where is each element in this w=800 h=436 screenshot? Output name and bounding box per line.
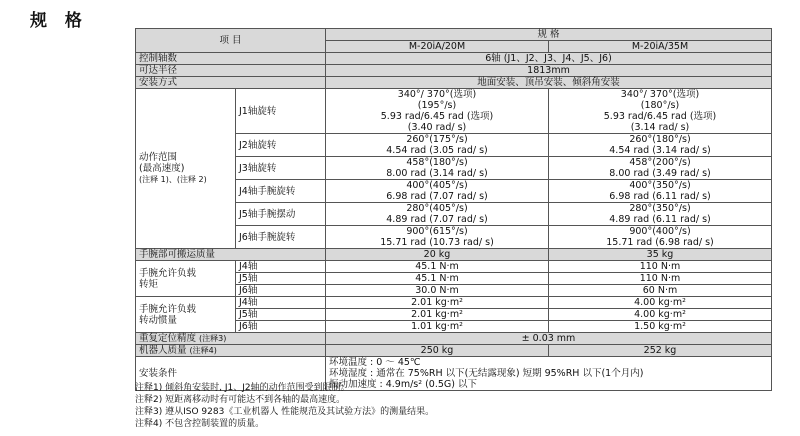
j2-value-b: 260°(180°/s) 4.54 rad (3.14 rad/ s) (549, 134, 772, 157)
table-row (136, 65, 772, 77)
header-item: 项 目 (136, 29, 326, 53)
torque-axis: J6轴 (236, 285, 326, 297)
torque-axis: J4轴 (236, 261, 326, 273)
j4-value-b: 400°(350°/s) 6.98 rad (6.11 rad/ s) (549, 180, 772, 203)
torque-value-b: 60 N·m (549, 285, 772, 297)
torque-value-a: 45.1 N·m (326, 273, 549, 285)
j2-value-a: 260°(175°/s) 4.54 rad (3.05 rad/ s) (326, 134, 549, 157)
torque-value-a: 30.0 N·m (326, 285, 549, 297)
table-row (136, 77, 772, 89)
inertia-value-b: 4.00 kg·m² (549, 309, 772, 321)
j1-label: J1轴旋转 (236, 89, 326, 134)
table-header-row (136, 29, 772, 41)
mount-label: 安装方式 (136, 77, 326, 89)
table-row (136, 53, 772, 65)
axes-label: 控制轴数 (136, 53, 326, 65)
j6-label: J6轴手腕旋转 (236, 226, 326, 249)
mass-value-b: 252 kg (549, 345, 772, 357)
mass-label: 机器人质量 (注释4) (136, 345, 326, 357)
environment-value: 环境温度 : 0 ～ 45℃ 环境湿度 : 通常在 75%RH 以下(无结露现象) 短期 95%RH 以下(1个月内) 振动加速度 : 4.9m/s² (0.5G) 以下 (326, 357, 772, 391)
inertia-label: 手腕允许负载 转动惯量 (136, 297, 236, 333)
inertia-value-b: 1.50 kg·m² (549, 321, 772, 333)
j5-value-b: 280°(350°/s) 4.89 rad (6.11 rad/ s) (549, 203, 772, 226)
payload-value-a: 20 kg (326, 249, 549, 261)
j6-value-a: 900°(615°/s) 15.71 rad (10.73 rad/ s) (326, 226, 549, 249)
header-spec: 规 格 (326, 29, 772, 41)
footnote: 注释2) 短距离移动时有可能达不到各轴的最高速度。 (135, 395, 346, 405)
inertia-value-b: 4.00 kg·m² (549, 297, 772, 309)
j5-label: J5轴手腕摆动 (236, 203, 326, 226)
payload-label: 手腕部可搬运质量 (136, 249, 326, 261)
table-row (136, 297, 772, 309)
footnotes (135, 382, 434, 430)
spec-table (135, 28, 772, 391)
inertia-value-a: 2.01 kg·m² (326, 297, 549, 309)
inertia-axis: J4轴 (236, 297, 326, 309)
j2-label: J2轴旋转 (236, 134, 326, 157)
page-title: 规 格 (30, 11, 88, 31)
reach-label: 可达半径 (136, 65, 326, 77)
torque-value-b: 110 N·m (549, 273, 772, 285)
table-row (136, 89, 772, 134)
torque-value-a: 45.1 N·m (326, 261, 549, 273)
mass-value-a: 250 kg (326, 345, 549, 357)
j6-value-b: 900°(400°/s) 15.71 rad (6.98 rad/ s) (549, 226, 772, 249)
j1-value-a: 340°/ 370°(选项) (195°/s) 5.93 rad/6.45 rad (选项) (3.40 rad/ s) (326, 89, 549, 134)
j1-value-b: 340°/ 370°(选项) (180°/s) 5.93 rad/6.45 rad (选项) (3.14 rad/ s) (549, 89, 772, 134)
table-row (136, 261, 772, 273)
j4-label: J4轴手腕旋转 (236, 180, 326, 203)
j3-value-b: 458°(200°/s) 8.00 rad (3.49 rad/ s) (549, 157, 772, 180)
inertia-axis: J5轴 (236, 309, 326, 321)
inertia-value-a: 1.01 kg·m² (326, 321, 549, 333)
j3-value-a: 458°(180°/s) 8.00 rad (3.14 rad/ s) (326, 157, 549, 180)
table-row (136, 249, 772, 261)
torque-value-b: 110 N·m (549, 261, 772, 273)
table-row (136, 333, 772, 345)
inertia-axis: J6轴 (236, 321, 326, 333)
footnote: 注释1) 倾斜角安装时, J1、J2轴的动作范围受到限制。 (135, 383, 350, 393)
j4-value-a: 400°(405°/s) 6.98 rad (7.07 rad/ s) (326, 180, 549, 203)
reach-value: 1813mm (326, 65, 772, 77)
footnote: 注释4) 不包含控制装置的质量。 (135, 419, 265, 429)
header-model-b: M-20iA/35M (549, 41, 772, 53)
table-row (136, 345, 772, 357)
torque-label: 手腕允许负载 转矩 (136, 261, 236, 297)
header-model-a: M-20iA/20M (326, 41, 549, 53)
motion-range-label: 动作范围 (最高速度) (注释 1)、(注释 2) (136, 89, 236, 249)
mount-value: 地面安装、顶吊安装、倾斜角安装 (326, 77, 772, 89)
environment-label: 安装条件 (136, 357, 326, 391)
repeatability-value: ± 0.03 mm (326, 333, 772, 345)
payload-value-b: 35 kg (549, 249, 772, 261)
axes-value: 6轴 (J1、J2、J3、J4、J5、J6) (326, 53, 772, 65)
inertia-value-a: 2.01 kg·m² (326, 309, 549, 321)
footnote: 注释3) 遵从ISO 9283《工业机器人 性能规范及其试验方法》的测量结果。 (135, 407, 435, 417)
torque-axis: J5轴 (236, 273, 326, 285)
repeatability-label: 重复定位精度 (注释3) (136, 333, 326, 345)
j3-label: J3轴旋转 (236, 157, 326, 180)
j5-value-a: 280°(405°/s) 4.89 rad (7.07 rad/ s) (326, 203, 549, 226)
